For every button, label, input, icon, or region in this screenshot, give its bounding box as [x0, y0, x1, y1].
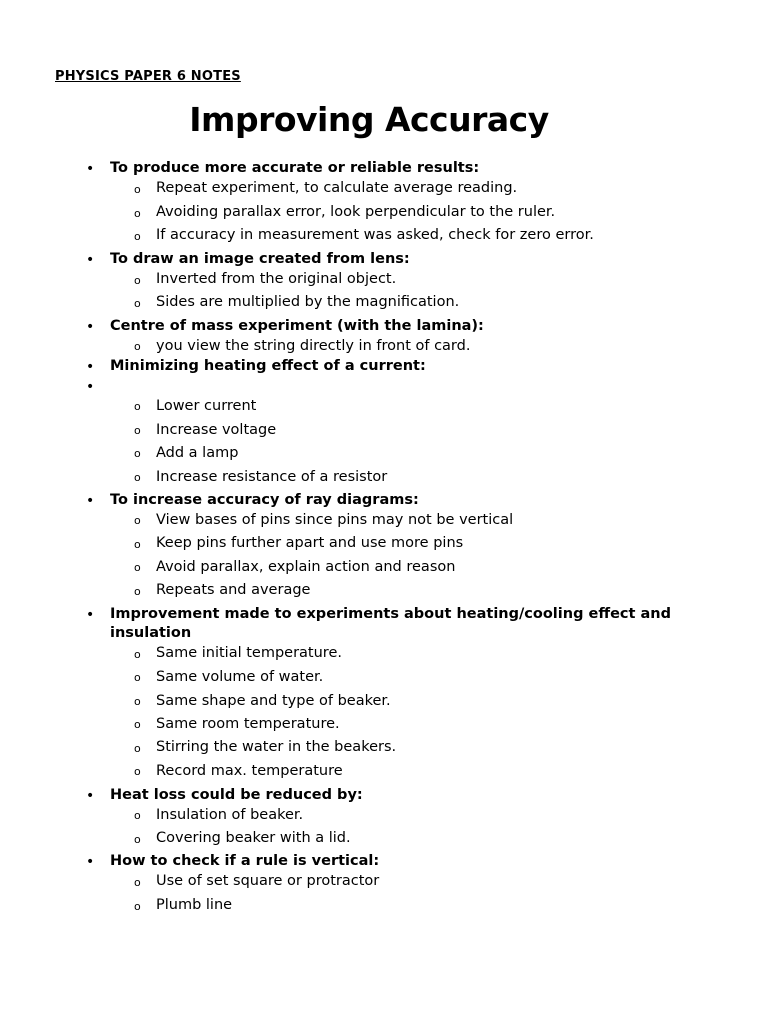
bullet-icon: •	[86, 252, 95, 268]
sub-bullet-icon: o	[134, 514, 141, 527]
bullet-icon: •	[86, 607, 95, 623]
sub-list-item: Increase resistance of a resistor	[156, 469, 388, 485]
bullet-icon: •	[86, 161, 95, 177]
sub-bullet-icon: o	[134, 561, 141, 574]
sub-bullet-icon: o	[134, 471, 141, 484]
sub-bullet-icon: o	[134, 538, 141, 551]
sub-bullet-icon: o	[134, 400, 141, 413]
sub-bullet-icon: o	[134, 765, 141, 778]
sub-list-item: Inverted from the original object.	[156, 271, 397, 287]
sub-bullet-icon: o	[134, 809, 141, 822]
sub-list-item: Same shape and type of beaker.	[156, 693, 391, 709]
sub-bullet-icon: o	[134, 230, 141, 243]
sub-bullet-icon: o	[134, 742, 141, 755]
section-heading: To produce more accurate or reliable results:	[110, 160, 480, 176]
sub-bullet-icon: o	[134, 340, 141, 353]
sub-list-item: Covering beaker with a lid.	[156, 830, 351, 846]
sub-list-item: Stirring the water in the beakers.	[156, 739, 397, 755]
sub-bullet-icon: o	[134, 183, 141, 196]
sub-list-item: If accuracy in measurement was asked, check for zero error.	[156, 227, 594, 243]
section-heading-continued: insulation	[110, 625, 192, 641]
bullet-icon: •	[86, 854, 95, 870]
section-heading: Improvement made to experiments about heating/cooling effect and	[110, 606, 671, 622]
document-header: PHYSICS PAPER 6 NOTES	[55, 69, 241, 84]
sub-list-item: Keep pins further apart and use more pins	[156, 535, 464, 551]
sub-list-item: Insulation of beaker.	[156, 807, 304, 823]
sub-list-item: Same volume of water.	[156, 669, 324, 685]
sub-list-item: Add a lamp	[156, 445, 239, 461]
sub-bullet-icon: o	[134, 876, 141, 889]
sub-list-item: Avoid parallax, explain action and reason	[156, 559, 456, 575]
sub-list-item: Record max. temperature	[156, 763, 343, 779]
section-heading: Heat loss could be reduced by:	[110, 787, 363, 803]
bullet-icon: •	[86, 379, 95, 395]
sub-bullet-icon: o	[134, 207, 141, 220]
sub-list-item: Repeats and average	[156, 582, 311, 598]
sub-bullet-icon: o	[134, 671, 141, 684]
sub-list-item: Same room temperature.	[156, 716, 340, 732]
bullet-icon: •	[86, 319, 95, 335]
sub-list-item: Plumb line	[156, 897, 233, 913]
sub-list-item: you view the string directly in front of card.	[156, 338, 471, 354]
section-heading: How to check if a rule is vertical:	[110, 853, 380, 869]
sub-bullet-icon: o	[134, 648, 141, 661]
sub-list-item: Use of set square or protractor	[156, 873, 380, 889]
sub-list-item: Avoiding parallax error, look perpendicular to the ruler.	[156, 204, 556, 220]
section-heading: To increase accuracy of ray diagrams:	[110, 492, 419, 508]
sub-bullet-icon: o	[134, 695, 141, 708]
sub-list-item: Increase voltage	[156, 422, 277, 438]
sub-bullet-icon: o	[134, 297, 141, 310]
sub-bullet-icon: o	[134, 585, 141, 598]
sub-bullet-icon: o	[134, 833, 141, 846]
bullet-icon: •	[86, 359, 95, 375]
page-title: Improving Accuracy	[189, 100, 549, 139]
sub-list-item: Same initial temperature.	[156, 645, 342, 661]
sub-list-item: Lower current	[156, 398, 257, 414]
sub-bullet-icon: o	[134, 424, 141, 437]
section-heading: Centre of mass experiment (with the lamina):	[110, 318, 484, 334]
bullet-icon: •	[86, 493, 95, 509]
sub-list-item: View bases of pins since pins may not be vertical	[156, 512, 514, 528]
section-heading: To draw an image created from lens:	[110, 251, 410, 267]
sub-list-item: Sides are multiplied by the magnification.	[156, 294, 460, 310]
section-heading: Minimizing heating effect of a current:	[110, 358, 426, 374]
sub-bullet-icon: o	[134, 900, 141, 913]
sub-bullet-icon: o	[134, 274, 141, 287]
sub-bullet-icon: o	[134, 447, 141, 460]
sub-bullet-icon: o	[134, 718, 141, 731]
bullet-icon: •	[86, 788, 95, 804]
sub-list-item: Repeat experiment, to calculate average reading.	[156, 180, 518, 196]
